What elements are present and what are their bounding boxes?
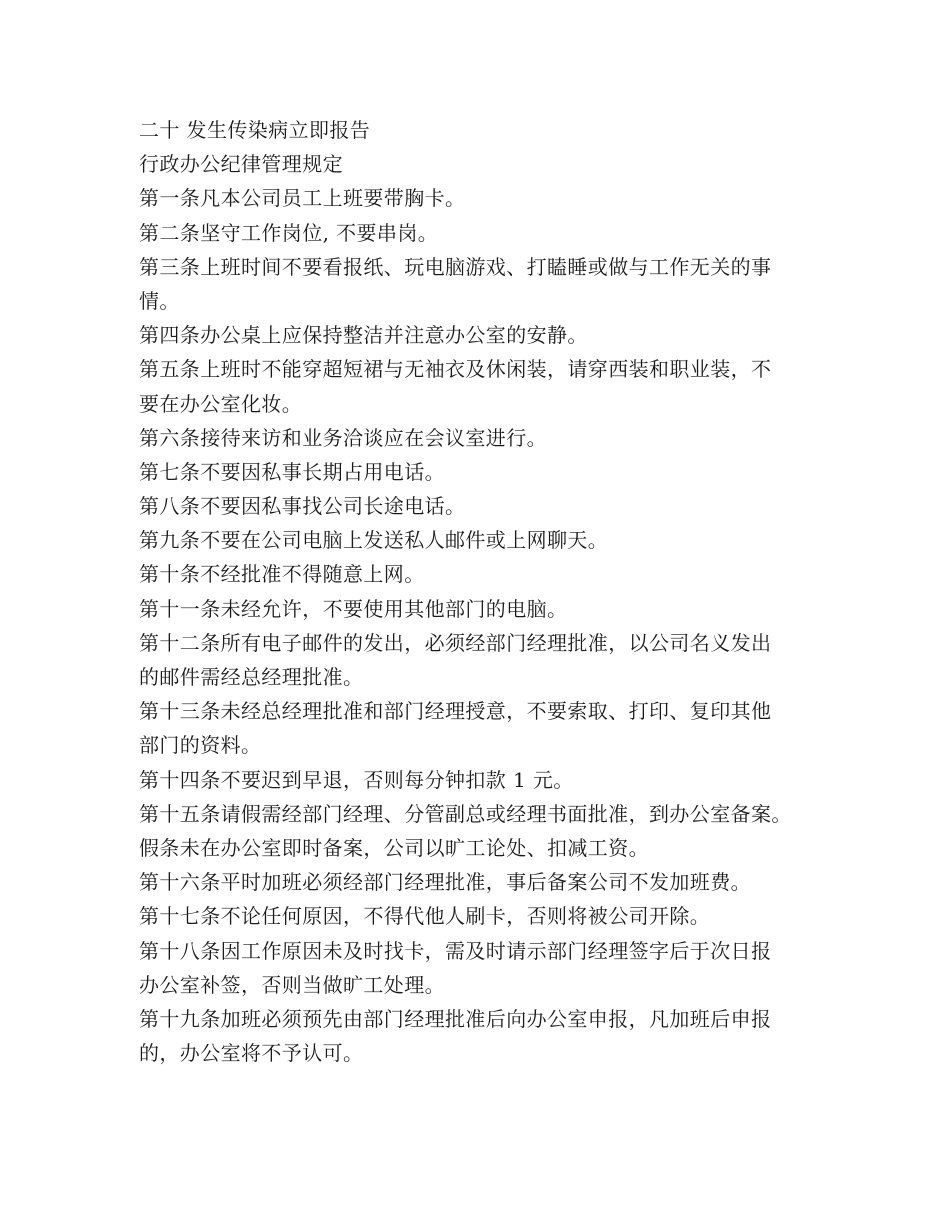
- article-1: 第一条凡本公司员工上班要带胸卡。: [139, 186, 466, 211]
- article-17: 第十七条不论任何原因，不得代他人刷卡，否则将被公司开除。: [139, 904, 711, 929]
- article-10: 第十条不经批准不得随意上网。: [139, 562, 425, 587]
- article-11: 第十一条未经允许，不要使用其他部门的电脑。: [139, 596, 568, 621]
- article-14: 第十四条不要迟到早退，否则每分钟扣款 1 元。: [139, 767, 574, 792]
- article-7: 第七条不要因私事长期占用电话。: [139, 459, 445, 484]
- document-body: [139, 113, 829, 1070]
- article-5-line-1: 第五条上班时不能穿超短裙与无袖衣及休闲装，请穿西装和职业装，不: [139, 357, 772, 382]
- article-12-line-2: 的邮件需经总经理批准。: [139, 665, 364, 689]
- article-13-line-2: 部门的资料。: [139, 733, 262, 758]
- document-heading: 行政办公纪律管理规定: [139, 152, 343, 177]
- article-5-line-2: 要在办公室化妆。: [139, 391, 303, 416]
- article-18-line-1: 第十八条因工作原因未及时找卡，需及时请示部门经理签字后于次日报: [139, 938, 772, 963]
- article-2: 第二条坚守工作岗位, 不要串岗。: [139, 220, 439, 245]
- article-12-line-1: 第十二条所有电子邮件的发出，必须经部门经理批准，以公司名义发出: [139, 630, 772, 655]
- article-4: 第四条办公桌上应保持整洁并注意办公室的安静。: [139, 323, 588, 348]
- article-15-line-2: 假条未在办公室即时备案，公司以旷工论处、扣减工资。: [139, 835, 649, 860]
- article-9: 第九条不要在公司电脑上发送私人邮件或上网聊天。: [139, 528, 609, 553]
- section-title-line: 二十 发生传染病立即报告: [139, 118, 371, 142]
- article-19-line-2: 的，办公室将不予认可。: [139, 1041, 364, 1066]
- article-16: 第十六条平时加班必须经部门经理批准，事后备案公司不发加班费。: [139, 870, 751, 895]
- article-18-line-2: 办公室补签，否则当做旷工处理。: [139, 972, 445, 997]
- article-6: 第六条接待来访和业务洽谈应在会议室进行。: [139, 425, 547, 450]
- article-15-line-1: 第十五条请假需经部门经理、分管副总或经理书面批准，到办公室备案。: [139, 801, 792, 826]
- article-8: 第八条不要因私事找公司长途电话。: [139, 494, 466, 519]
- article-3-line-2: 情。: [139, 288, 180, 313]
- article-19-line-1: 第十九条加班必须预先由部门经理批准后向办公室申报，凡加班后申报: [139, 1006, 772, 1031]
- article-3-line-1: 第三条上班时间不要看报纸、玩电脑游戏、打瞌睡或做与工作无关的事: [139, 254, 772, 279]
- article-13-line-1: 第十三条未经总经理批准和部门经理授意，不要索取、打印、复印其他: [139, 699, 772, 724]
